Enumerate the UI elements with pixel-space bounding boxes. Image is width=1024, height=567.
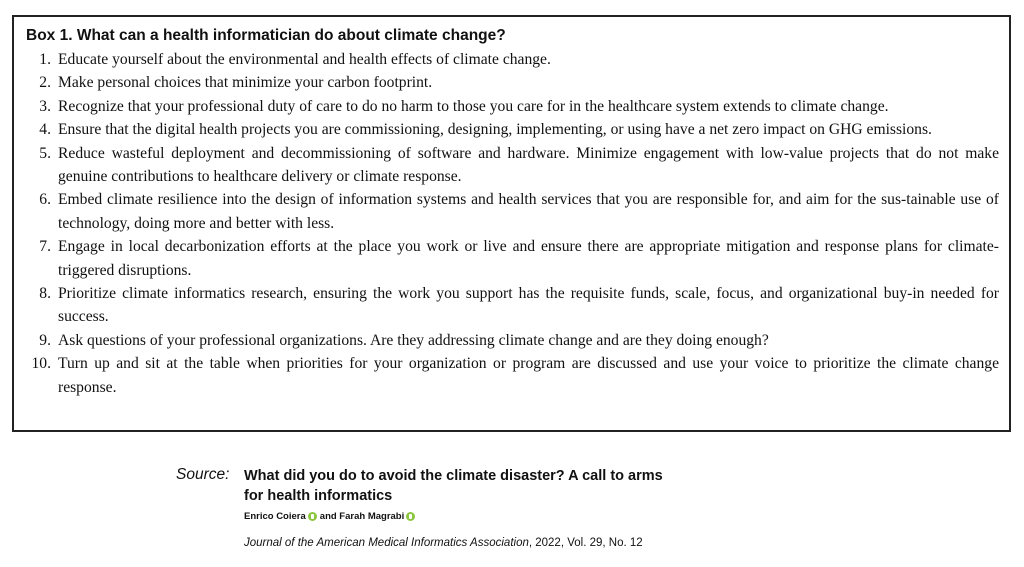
orcid-icon[interactable] (308, 512, 317, 521)
item-text: Reduce wasteful deployment and decommissioning of software and hardware. Minimize engagement with low-value projects that do not make genuine contributions to healthcare delivery or climate response. (58, 144, 999, 186)
list-item (24, 235, 999, 282)
item-text: Make personal choices that minimize your carbon footprint. (58, 74, 433, 92)
author-name: Enrico Coiera (244, 511, 306, 522)
item-text: Ask questions of your professional organizations. Are they addressing climate change and are they doing enough? (58, 331, 769, 349)
item-number: 9. (39, 331, 51, 349)
author-name: and Farah Magrabi (319, 511, 405, 522)
list-item (24, 142, 999, 189)
article-title: What did you do to avoid the climate disaster? A call to arms for health informatics (244, 468, 663, 504)
item-number: 8. (39, 285, 51, 303)
journal-name: Journal of the American Medical Informatics Association (244, 537, 529, 549)
list-item (24, 118, 999, 141)
journal-details: , 2022, Vol. 29, No. 12 (528, 537, 643, 549)
item-text: Educate yourself about the environmental and health effects of climate change. (58, 51, 551, 68)
item-number: 4. (39, 121, 51, 139)
list-item (24, 282, 999, 329)
item-number: 2. (39, 74, 51, 92)
list-item (24, 95, 999, 118)
item-number: 1. (39, 51, 51, 68)
recommendation-list (24, 48, 999, 399)
item-text: Prioritize climate informatics research, ensuring the work you support has the requisite funds, scale, focus, and organizational buy-in needed for success. (58, 285, 999, 326)
item-text: Engage in local decarbonization efforts at the place you work or live and ensure there are appropriate mitigation and response plans for climate-triggered disruptions. (58, 238, 999, 279)
item-number: 7. (39, 238, 51, 256)
list-item (24, 352, 999, 399)
list-item (24, 71, 999, 94)
item-text: Ensure that the digital health projects you are commissioning, designing, implementing, or using have a net zero impact on GHG emissions. (58, 121, 932, 139)
list-item (24, 188, 999, 235)
item-number: 3. (39, 97, 51, 115)
item-text: Embed climate resilience into the design of information systems and health services that you are responsible for, and aim for the sus-tainable use of technology, doing more and better with less. (58, 191, 999, 232)
orcid-icon[interactable] (406, 512, 415, 521)
source-label: Source: (176, 466, 230, 483)
item-number: 6. (39, 191, 51, 209)
item-number: 10. (31, 355, 51, 373)
journal-citation (244, 537, 643, 549)
list-item (24, 329, 999, 352)
list-item (24, 48, 999, 71)
info-box (12, 15, 1011, 432)
item-text: Turn up and sit at the table when priorities for your organization or program are discussed and use your voice to prioritize the climate change response. (58, 355, 999, 396)
box-title: Box 1. What can a health informatician do about climate change? (26, 27, 506, 44)
item-text: Recognize that your professional duty of care to do no harm to those you care for in the healthcare system extends to climate change. (58, 97, 889, 115)
item-number: 5. (39, 144, 51, 162)
authors-line (244, 511, 418, 522)
